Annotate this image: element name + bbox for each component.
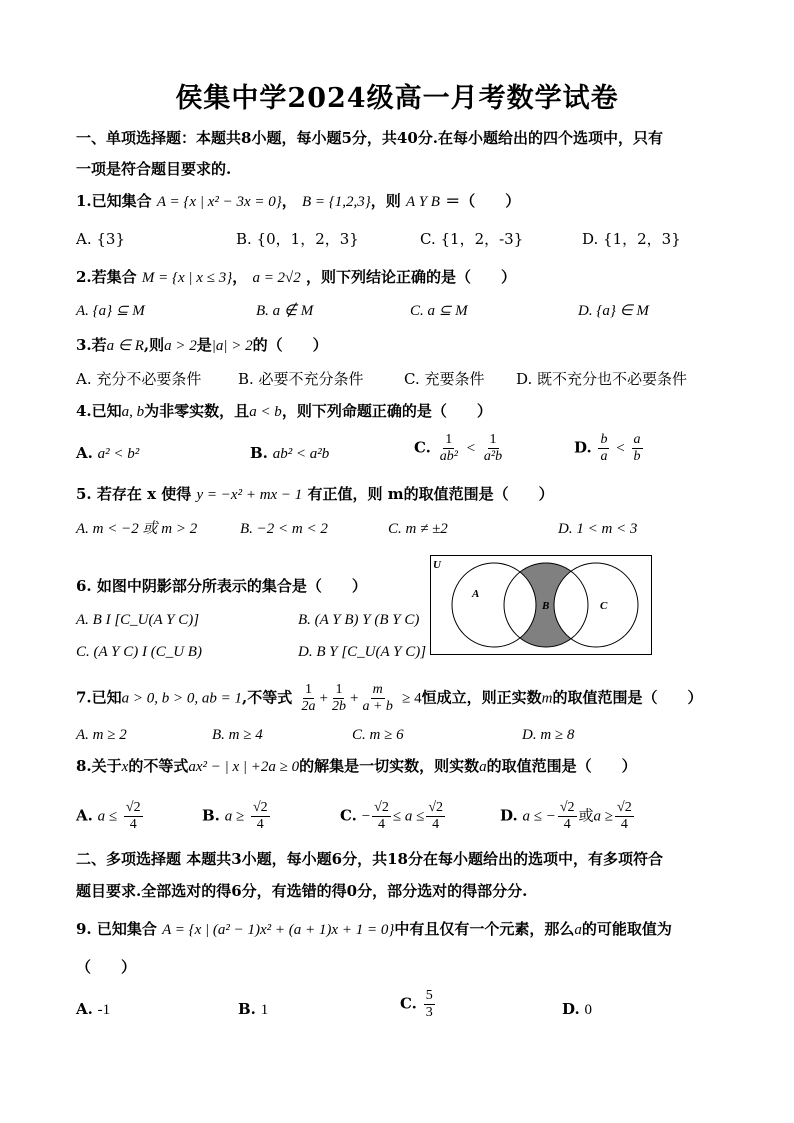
q9-c-frac: $\frac{5}{3}$ [425, 988, 433, 1020]
q1-option-c[interactable]: C. {1，2，-3} [420, 230, 524, 248]
venn-label-a: A [472, 588, 480, 600]
section1-line1: 一、单项选择题：本题共8小题，每小题5分，共40分.在每小题给出的四个选项中，只有 [76, 129, 663, 147]
q8-d-frac2: $\frac{√2}{4}$ [617, 800, 632, 832]
venn-diagram [430, 555, 652, 655]
q1-option-a[interactable]: A. {3} [76, 230, 125, 248]
q2-option-b[interactable]: B. a ∉ M [256, 303, 314, 319]
q4-option-a[interactable]: A. a² < b² [76, 444, 140, 462]
q5-option-a[interactable]: A. m < −2 或 m > 2 [76, 521, 198, 537]
q3-option-b[interactable]: B. 必要不充分条件 [238, 370, 364, 388]
q3-stem: 3.若a ∈ R,则a > 2是|a| > 2的（ ） [76, 336, 328, 354]
q9-option-a[interactable]: A. -1 [76, 1000, 111, 1018]
q1-stem: 1.已知集合 A = {x | x² − 3x = 0}， B = {1,2,3}，则 A Y B ＝（ ） [76, 192, 521, 210]
q7-option-c[interactable]: C. m ≥ 6 [352, 727, 404, 743]
exam-title: 侯集中学2024级高一月考数学试卷 [175, 83, 619, 114]
section2-line2: 题目要求.全部选对的得6分，有选错的得0分，部分选对的得部分分. [76, 882, 528, 900]
q7-option-b[interactable]: B. m ≥ 4 [212, 727, 263, 743]
q4-option-d[interactable]: D. $\frac{b}{a}$ < $\frac{a}{b}$ [574, 432, 641, 464]
q9-paren: （ ） [76, 958, 137, 976]
q8-d-frac1: $\frac{√2}{4}$ [559, 800, 575, 832]
q9-stem: 9. 已知集合 A = {x | (a² − 1)x² + (a + 1)x + 1 = 0}中有且仅有一个元素，那么a的可能取值为 [76, 920, 672, 938]
q2-stem: 2.若集合 M = {x | x ≤ 3}， a = 2√2 ，则下列结论正确的是（ ） [76, 268, 517, 286]
q2-option-d[interactable]: D. {a} ∈ M [578, 303, 649, 319]
q3-option-c[interactable]: C. 充要条件 [404, 370, 485, 388]
q8-option-c[interactable]: C. − $\frac{√2}{4}$ ≤ a ≤ $\frac{√2}{4}$ [340, 800, 443, 832]
q5-option-b[interactable]: B. −2 < m < 2 [240, 521, 328, 537]
q6-option-b[interactable]: B. (A Y B) Y (B Y C) [298, 612, 420, 628]
q1-option-b[interactable]: B. {0，1，2，3} [236, 230, 359, 248]
q7-frac1: $\frac{1}{2a}$ [301, 682, 316, 714]
q6-option-d[interactable]: D. B Y [C_U(A Y C)] [298, 644, 427, 660]
q5-stem: 5. 若存在 x 使得 y = −x² + mx − 1 有正值，则 m的取值范围是（ ） [76, 485, 554, 503]
q8-stem: 8.关于x的不等式ax² − | x | +2a ≥ 0的解集是一切实数，则实数a的取值范围是（ ） [76, 757, 637, 775]
q2-option-a[interactable]: A. {a} ⊆ M [76, 303, 145, 319]
q7-frac2: $\frac{1}{2b}$ [331, 682, 346, 714]
q8-option-a[interactable]: A. a ≤ $\frac{√2}{4}$ [76, 800, 141, 832]
venn-label-b: B [542, 600, 550, 612]
q4-d-frac1: $\frac{b}{a}$ [600, 432, 608, 464]
q1-option-d[interactable]: D. {1，2，3} [582, 230, 681, 248]
q9-option-d[interactable]: D. 0 [562, 1000, 592, 1018]
q4-option-c[interactable]: C. $\frac{1}{\text{ab²}}$ < $\frac{1}{\text{a²b}}$ [414, 432, 503, 464]
q4-c-frac1: $\frac{1}{\text{ab²}}$ [439, 432, 458, 464]
venn-label-u: U [433, 559, 441, 571]
q8-a-frac: $\frac{√2}{4}$ [125, 800, 141, 832]
q5-option-c[interactable]: C. m ≠ ±2 [388, 521, 448, 537]
q4-option-b[interactable]: B. ab² < a²b [250, 444, 330, 462]
section1-line2: 一项是符合题目要求的. [76, 160, 232, 178]
q8-option-d[interactable]: D. a ≤ − $\frac{√2}{4}$ 或a ≥ $\frac{√2}{4}$ [500, 800, 632, 832]
q7-stem: 7.已知a > 0, b > 0, ab = 1,不等式 $\frac{1}{2a}$ + $\frac{1}{2b}$ + $\frac{m}{a + b}$ ≥ 4恒成立，则正实数m的取值范围是（ ） [76, 682, 703, 714]
q4-d-frac2: $\frac{a}{b}$ [633, 432, 641, 464]
q3-option-a[interactable]: A. 充分不必要条件 [76, 370, 202, 388]
q8-b-frac: $\frac{√2}{4}$ [252, 800, 268, 832]
q5-option-d[interactable]: D. 1 < m < 3 [558, 521, 638, 537]
section2-line1: 二、多项选择题 本题共3小题，每小题6分，共18分在每小题给出的选项中，有多项符合 [76, 850, 663, 868]
q9-option-c[interactable]: C. $\frac{5}{3}$ [400, 988, 433, 1020]
q3-option-d[interactable]: D. 既不充分也不必要条件 [516, 370, 688, 388]
q4-stem: 4.已知a, b为非零实数，且a < b，则下列命题正确的是（ ） [76, 402, 492, 420]
q7-frac3: $\frac{m}{a + b}$ [362, 682, 393, 714]
q4-c-frac2: $\frac{1}{\text{a²b}}$ [483, 432, 503, 464]
q6-stem: 6. 如图中阴影部分所表示的集合是（ ） [76, 577, 367, 595]
venn-label-c: C [600, 600, 608, 612]
q7-option-a[interactable]: A. m ≥ 2 [76, 727, 127, 743]
q6-option-c[interactable]: C. (A Y C) I (C_U B) [76, 644, 202, 660]
q7-option-d[interactable]: D. m ≥ 8 [522, 727, 575, 743]
q2-option-c[interactable]: C. a ⊆ M [410, 303, 468, 319]
q8-c-frac1: $\frac{√2}{4}$ [374, 800, 389, 832]
q8-c-frac2: $\frac{√2}{4}$ [428, 800, 443, 832]
q6-option-a[interactable]: A. B I [C_U(A Y C)] [76, 612, 200, 628]
q9-option-b[interactable]: B. 1 [238, 1000, 269, 1018]
q8-option-b[interactable]: B. a ≥ $\frac{√2}{4}$ [202, 800, 268, 832]
